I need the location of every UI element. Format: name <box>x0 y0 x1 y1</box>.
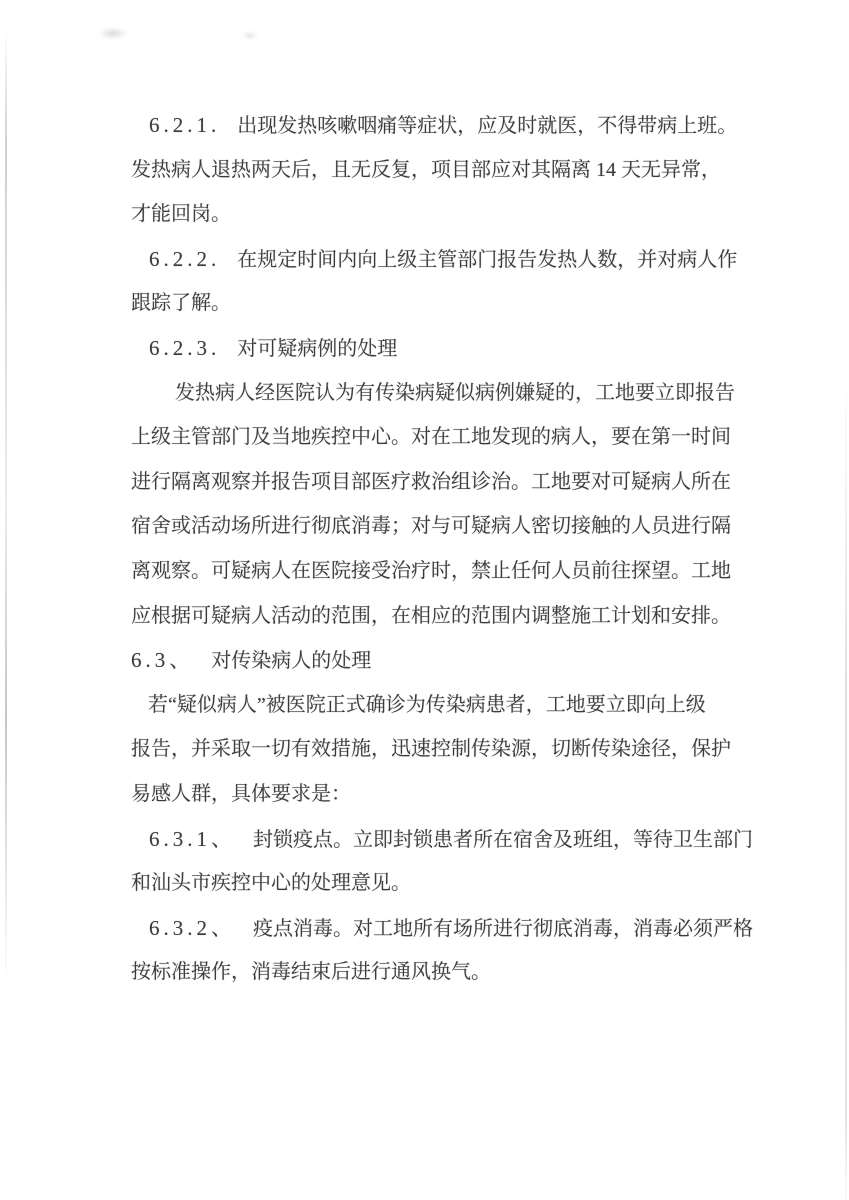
text-line <box>131 817 753 862</box>
text-line <box>131 415 743 460</box>
scan-smudge <box>242 31 258 40</box>
text-line <box>131 148 743 193</box>
text-line <box>131 638 743 683</box>
section-number: 6.3.1、 <box>149 826 236 851</box>
line-text: 疫点消毒。对工地所有场所进行彻底消毒，消毒必须严格 <box>253 917 753 940</box>
text-line <box>131 192 743 237</box>
line-text: 在规定时间内向上级主管部门报告发热人数，并对病人作 <box>237 248 738 271</box>
line-text: 对可疑病例的处理 <box>237 337 398 360</box>
line-text: 报告，并采取一切有效措施，迅速控制传染源，切断传染途径，保护 <box>131 738 731 761</box>
text-line <box>131 727 743 772</box>
line-text: 封锁疫点。立即封锁患者所在宿舍及班组，等待卫生部门 <box>253 828 753 851</box>
line-text: 发热病人经医院认为有传染病疑似病例嫌疑的，工地要立即报告 <box>175 381 735 404</box>
line-text: 和汕头市疾控中心的处理意见。 <box>131 872 411 895</box>
text-line <box>131 950 743 995</box>
text-line <box>131 103 743 148</box>
scan-streak-left-edge <box>5 28 7 988</box>
line-text: 应根据可疑病人活动的范围，在相应的范围内调整施工计划和安排。 <box>131 604 731 627</box>
text-line <box>131 594 743 639</box>
text-line <box>131 237 743 282</box>
section-number: 6.2.2. <box>149 246 221 271</box>
text-line <box>131 371 743 416</box>
text-line <box>131 906 753 951</box>
line-text: 离观察。可疑病人在医院接受治疗时，禁止任何人员前往探望。工地 <box>131 559 731 582</box>
section-number: 6.2.3. <box>149 335 221 360</box>
text-line <box>131 504 743 549</box>
scan-streak-right-edge <box>845 370 847 1200</box>
section-number: 6.3、 <box>131 648 195 673</box>
line-text: 上级主管部门及当地疾控中心。对在工地发现的病人，要在第一时间 <box>131 426 731 449</box>
line-text: 跟踪了解。 <box>131 292 231 315</box>
line-text: 按标准操作，消毒结束后进行通风换气。 <box>131 961 491 984</box>
line-text: 易感人群，具体要求是： <box>131 782 351 805</box>
text-line <box>131 549 743 594</box>
line-text: 出现发热咳嗽咽痛等症状，应及时就医，不得带病上班。 <box>237 115 738 137</box>
line-text: 对传染病人的处理 <box>211 650 372 673</box>
line-text: 发热病人退热两天后，且无反复，项目部应对其隔离 14 天无异常， <box>131 158 721 181</box>
section-number: 6.3.2、 <box>149 915 236 940</box>
section-number: 6.2.1. <box>149 113 221 137</box>
text-line <box>131 772 743 817</box>
text-block <box>131 103 753 995</box>
text-line <box>131 460 743 505</box>
text-line <box>131 326 743 371</box>
text-line <box>131 861 743 906</box>
line-text: 若“疑似病人”被医院正式确诊为传染病患者，工地要立即向上级 <box>148 693 706 716</box>
text-line <box>131 683 743 728</box>
text-line <box>131 281 743 326</box>
line-text: 宿舍或活动场所进行彻底消毒；对与可疑病人密切接触的人员进行隔 <box>131 515 731 538</box>
line-text: 进行隔离观察并报告项目部医疗救治组诊治。工地要对可疑病人所在 <box>131 470 731 493</box>
scan-smudge <box>98 27 128 40</box>
line-text: 才能回岗。 <box>131 203 231 226</box>
